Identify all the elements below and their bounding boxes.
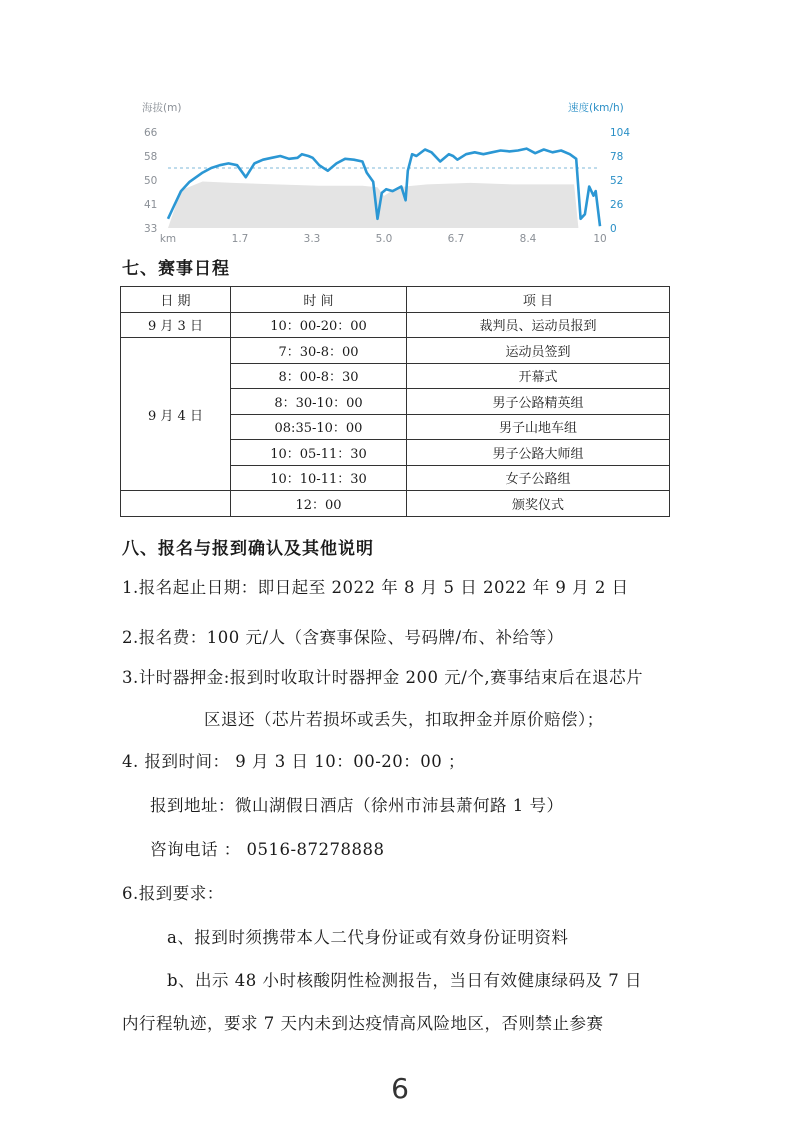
x-tick-label: 1.7 bbox=[231, 233, 249, 245]
right-tick-label: 0 bbox=[610, 223, 617, 235]
check-in-time: 4. 报到时间： 9 月 3 日 10：00-20：00 ； bbox=[122, 752, 466, 771]
section-7-title: 七、赛事日程 bbox=[122, 259, 230, 279]
item-cell: 颁奖仪式 bbox=[407, 491, 670, 517]
right-tick-label: 78 bbox=[610, 151, 624, 163]
item-cell: 开幕式 bbox=[407, 363, 670, 389]
header-time: 时 间 bbox=[231, 287, 407, 313]
item-cell: 运动员签到 bbox=[407, 338, 670, 364]
contact-phone: 咨询电话 ： 0516-87278888 bbox=[150, 840, 385, 859]
time-cell: 10：00-20：00 bbox=[231, 312, 407, 338]
schedule-table bbox=[120, 286, 670, 517]
registration-fee: 2.报名费：100 元/人（含赛事保险、号码牌/布、补给等） bbox=[122, 628, 564, 647]
item-cell: 男子公路大师组 bbox=[407, 440, 670, 466]
time-cell: 7：30-8：00 bbox=[231, 338, 407, 364]
table-header-row bbox=[121, 287, 670, 313]
time-cell: 8：00-8：30 bbox=[231, 363, 407, 389]
time-cell: 8：30-10：00 bbox=[231, 389, 407, 415]
item-cell: 裁判员、运动员报到 bbox=[407, 312, 670, 338]
date-cell: 9 月 4 日 bbox=[121, 338, 231, 491]
x-tick-label: 3.3 bbox=[303, 233, 321, 245]
left-tick-label: 58 bbox=[144, 151, 158, 163]
time-cell: 10：10-11：30 bbox=[231, 465, 407, 491]
registration-period: 1.报名起止日期：即日起至 2022 年 8 月 5 日 2022 年 9 月 2 日 bbox=[122, 578, 629, 597]
right-axis-label: 速度(km/h) bbox=[568, 102, 624, 114]
table-row bbox=[121, 338, 670, 364]
x-tick-label: 8.4 bbox=[519, 233, 537, 245]
right-tick-label: 26 bbox=[610, 199, 624, 211]
timer-deposit: 3.计时器押金:报到时收取计时器押金 200 元/个,赛事结束后在退芯片 bbox=[122, 668, 644, 687]
left-axis-label: 海拔(m) bbox=[142, 102, 182, 114]
left-tick-label: 50 bbox=[144, 175, 158, 187]
left-tick-label: 41 bbox=[144, 199, 158, 211]
item-cell: 男子山地车组 bbox=[407, 414, 670, 440]
x-tick-label: 10 bbox=[593, 233, 607, 245]
check-in-address: 报到地址：微山湖假日酒店（徐州市沛县萧何路 1 号） bbox=[150, 796, 564, 815]
left-tick-label: 66 bbox=[144, 127, 158, 139]
item-cell: 男子公路精英组 bbox=[407, 389, 670, 415]
table-row bbox=[121, 491, 670, 517]
header-date: 日 期 bbox=[121, 287, 231, 313]
time-cell: 10：05-11：30 bbox=[231, 440, 407, 466]
header-item: 项 目 bbox=[407, 287, 670, 313]
elevation-area bbox=[168, 182, 600, 229]
page-number: 6 bbox=[391, 1072, 409, 1105]
left-tick-label: 33 bbox=[144, 223, 158, 235]
x-tick-label: km bbox=[159, 233, 177, 245]
check-in-requirements: 6.报到要求： bbox=[122, 884, 224, 903]
section-8-title: 八、报名与报到确认及其他说明 bbox=[122, 539, 374, 559]
table-row bbox=[121, 312, 670, 338]
right-tick-label: 104 bbox=[610, 127, 630, 139]
requirement-b: b、出示 48 小时核酸阴性检测报告，当日有效健康绿码及 7 日 bbox=[167, 971, 643, 990]
elevation-speed-chart bbox=[138, 98, 630, 246]
time-cell: 12：00 bbox=[231, 491, 407, 517]
date-cell-empty bbox=[121, 491, 231, 517]
requirement-a: a、报到时须携带本人二代身份证或有效身份证明资料 bbox=[167, 928, 569, 947]
item-cell: 女子公路组 bbox=[407, 465, 670, 491]
date-cell: 9 月 3 日 bbox=[121, 312, 231, 338]
requirement-b-continued: 内行程轨迹，要求 7 天内未到达疫情高风险地区，否则禁止参赛 bbox=[122, 1014, 604, 1033]
x-tick-label: 5.0 bbox=[375, 233, 393, 245]
x-tick-label: 6.7 bbox=[447, 233, 465, 245]
right-tick-label: 52 bbox=[610, 175, 624, 187]
time-cell: 08:35-10：00 bbox=[231, 414, 407, 440]
timer-deposit-continued: 区退还（芯片若损坏或丢失，扣取押金并原价赔偿）； bbox=[204, 710, 604, 729]
